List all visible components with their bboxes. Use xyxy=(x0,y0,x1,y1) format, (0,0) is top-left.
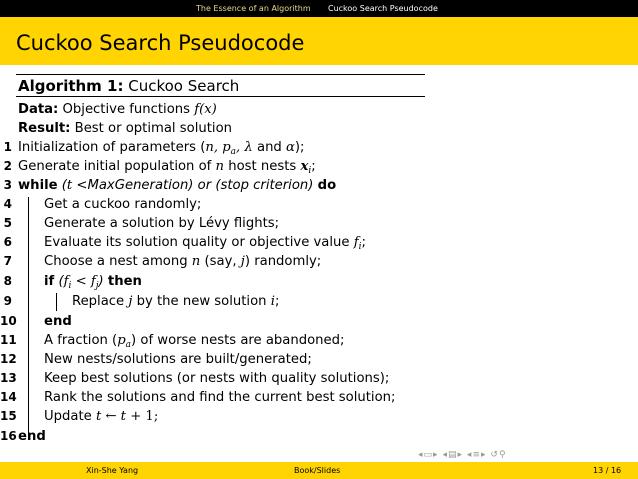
math-subscript: i xyxy=(68,281,72,291)
line-text: ); xyxy=(294,140,305,155)
line-text: Keep best solutions (or nests with quality solutions); xyxy=(44,371,390,386)
result-label: Result: xyxy=(18,121,71,136)
line-text: Replace xyxy=(72,294,129,309)
result-text: Best or optimal solution xyxy=(74,121,232,136)
section-navigation-bar xyxy=(0,0,638,17)
math-alpha: α xyxy=(286,140,295,155)
data-label: Data: xyxy=(18,102,59,117)
math-less-than-f: < f xyxy=(71,274,96,289)
nav-subsection-icon: ▤ xyxy=(447,450,458,460)
line-text: <MaxGeneration) or (stop criterion) xyxy=(72,178,314,193)
line-number: 7 xyxy=(3,254,12,268)
line-text: Generate initial population of xyxy=(18,159,216,174)
line-number: 12 xyxy=(0,352,17,366)
line-text: by the new solution xyxy=(132,294,271,309)
line-number: 11 xyxy=(0,333,17,347)
nav-subsection-back-icon[interactable]: ◂ xyxy=(442,450,448,460)
nav-section-essence[interactable]: The Essence of an Algorithm xyxy=(196,4,311,13)
line-text: + 1; xyxy=(126,409,159,424)
slide-header xyxy=(0,17,638,65)
keyword-while: while xyxy=(18,178,58,193)
math-x-bold: x xyxy=(300,159,309,174)
line-number: 14 xyxy=(0,390,17,404)
keyword-end: end xyxy=(18,429,46,444)
line-text: New nests/solutions are built/generated; xyxy=(44,352,312,367)
nav-frame-icon: ▭ xyxy=(423,450,434,460)
math-j: j xyxy=(240,254,245,269)
line-text: ) xyxy=(98,274,104,289)
math-n-p: n, p xyxy=(205,140,231,155)
math-subscript: j xyxy=(95,281,99,291)
slide-title: Cuckoo Search Pseudocode xyxy=(16,31,305,55)
line-text: ; xyxy=(311,159,316,174)
beamer-navigation-controls[interactable] xyxy=(418,450,507,460)
footer-page-number: 13 / 16 xyxy=(593,466,622,475)
line-number: 13 xyxy=(0,371,17,385)
keyword-if: if xyxy=(44,274,55,289)
math-lambda: , λ xyxy=(236,140,253,155)
nav-section-forward-icon[interactable]: ▸ xyxy=(480,450,487,460)
math-f: f xyxy=(63,274,69,289)
data-text: Objective functions xyxy=(62,102,190,117)
line-text: ) of worse nests are abandoned; xyxy=(131,333,345,348)
nav-subsection-forward-icon[interactable]: ▸ xyxy=(457,450,464,460)
line-number: 16 xyxy=(0,429,17,443)
line-text: and xyxy=(252,140,286,155)
keyword-then: then xyxy=(107,274,142,289)
keyword-do: do xyxy=(317,178,337,193)
nav-frame-forward-icon[interactable]: ▸ xyxy=(433,450,439,460)
math-p: p xyxy=(117,333,126,348)
footer-author: Xin-She Yang xyxy=(86,466,139,475)
nav-zoom-icon[interactable]: ⚲ xyxy=(498,450,507,460)
algorithm-label: Algorithm 1: xyxy=(18,77,124,95)
algorithm-top-rule xyxy=(16,74,425,75)
line-number: 8 xyxy=(3,274,12,288)
line-text: Evaluate its solution quality or objective value xyxy=(44,235,354,250)
data-math: f(x) xyxy=(194,102,217,117)
math-n: n xyxy=(215,159,225,174)
algorithm-caption xyxy=(18,77,239,95)
nav-section-back-icon[interactable]: ◂ xyxy=(466,450,473,460)
line-number: 5 xyxy=(3,216,12,230)
while-block-bar xyxy=(28,197,29,440)
line-text: ; xyxy=(274,294,280,309)
math-t-update: t ← t xyxy=(95,409,126,424)
line-text: Update xyxy=(44,409,96,424)
line-number: 9 xyxy=(3,294,12,308)
math-subscript: i xyxy=(308,166,312,176)
nav-frame-back-icon[interactable]: ◂ xyxy=(418,450,424,460)
math-t: t xyxy=(66,178,73,193)
line-text: Choose a nest among xyxy=(44,254,192,269)
line-number: 3 xyxy=(3,178,12,192)
math-subscript: a xyxy=(230,147,237,157)
line-text: ; xyxy=(361,235,366,250)
line-text: A fraction ( xyxy=(44,333,118,348)
nav-section-pseudocode[interactable]: Cuckoo Search Pseudocode xyxy=(328,4,438,13)
line-text: ( xyxy=(61,178,67,193)
slide-footer xyxy=(0,462,638,479)
nav-section-icon: ≡ xyxy=(472,450,481,460)
if-block-bar xyxy=(56,293,57,311)
footer-source: Book/Slides xyxy=(294,466,341,475)
line-text: ( xyxy=(58,274,64,289)
line-text: (say, xyxy=(200,254,241,269)
math-subscript: i xyxy=(358,242,362,252)
line-text: Rank the solutions and find the current best solution; xyxy=(44,390,396,405)
algorithm-header-rule xyxy=(16,96,425,97)
line-text: Generate a solution by Lévy flights; xyxy=(44,216,280,231)
math-j: j xyxy=(128,294,133,309)
line-number: 4 xyxy=(3,197,12,211)
line-number: 10 xyxy=(0,314,17,328)
algorithm-name: Cuckoo Search xyxy=(128,77,240,95)
math-subscript: a xyxy=(125,340,132,350)
line-number: 2 xyxy=(3,159,12,173)
line-number: 15 xyxy=(0,409,17,423)
line-number: 1 xyxy=(3,140,12,154)
keyword-end: end xyxy=(44,314,72,329)
nav-search-icon[interactable]: ↺ xyxy=(490,450,499,460)
math-f: f xyxy=(353,235,359,250)
math-i: i xyxy=(270,294,275,309)
line-text: Initialization of parameters ( xyxy=(18,140,206,155)
line-number: 6 xyxy=(3,235,12,249)
line-text: host nests xyxy=(224,159,301,174)
math-n: n xyxy=(191,254,201,269)
line-text: ) randomly; xyxy=(244,254,322,269)
line-text: Get a cuckoo randomly; xyxy=(44,197,202,212)
